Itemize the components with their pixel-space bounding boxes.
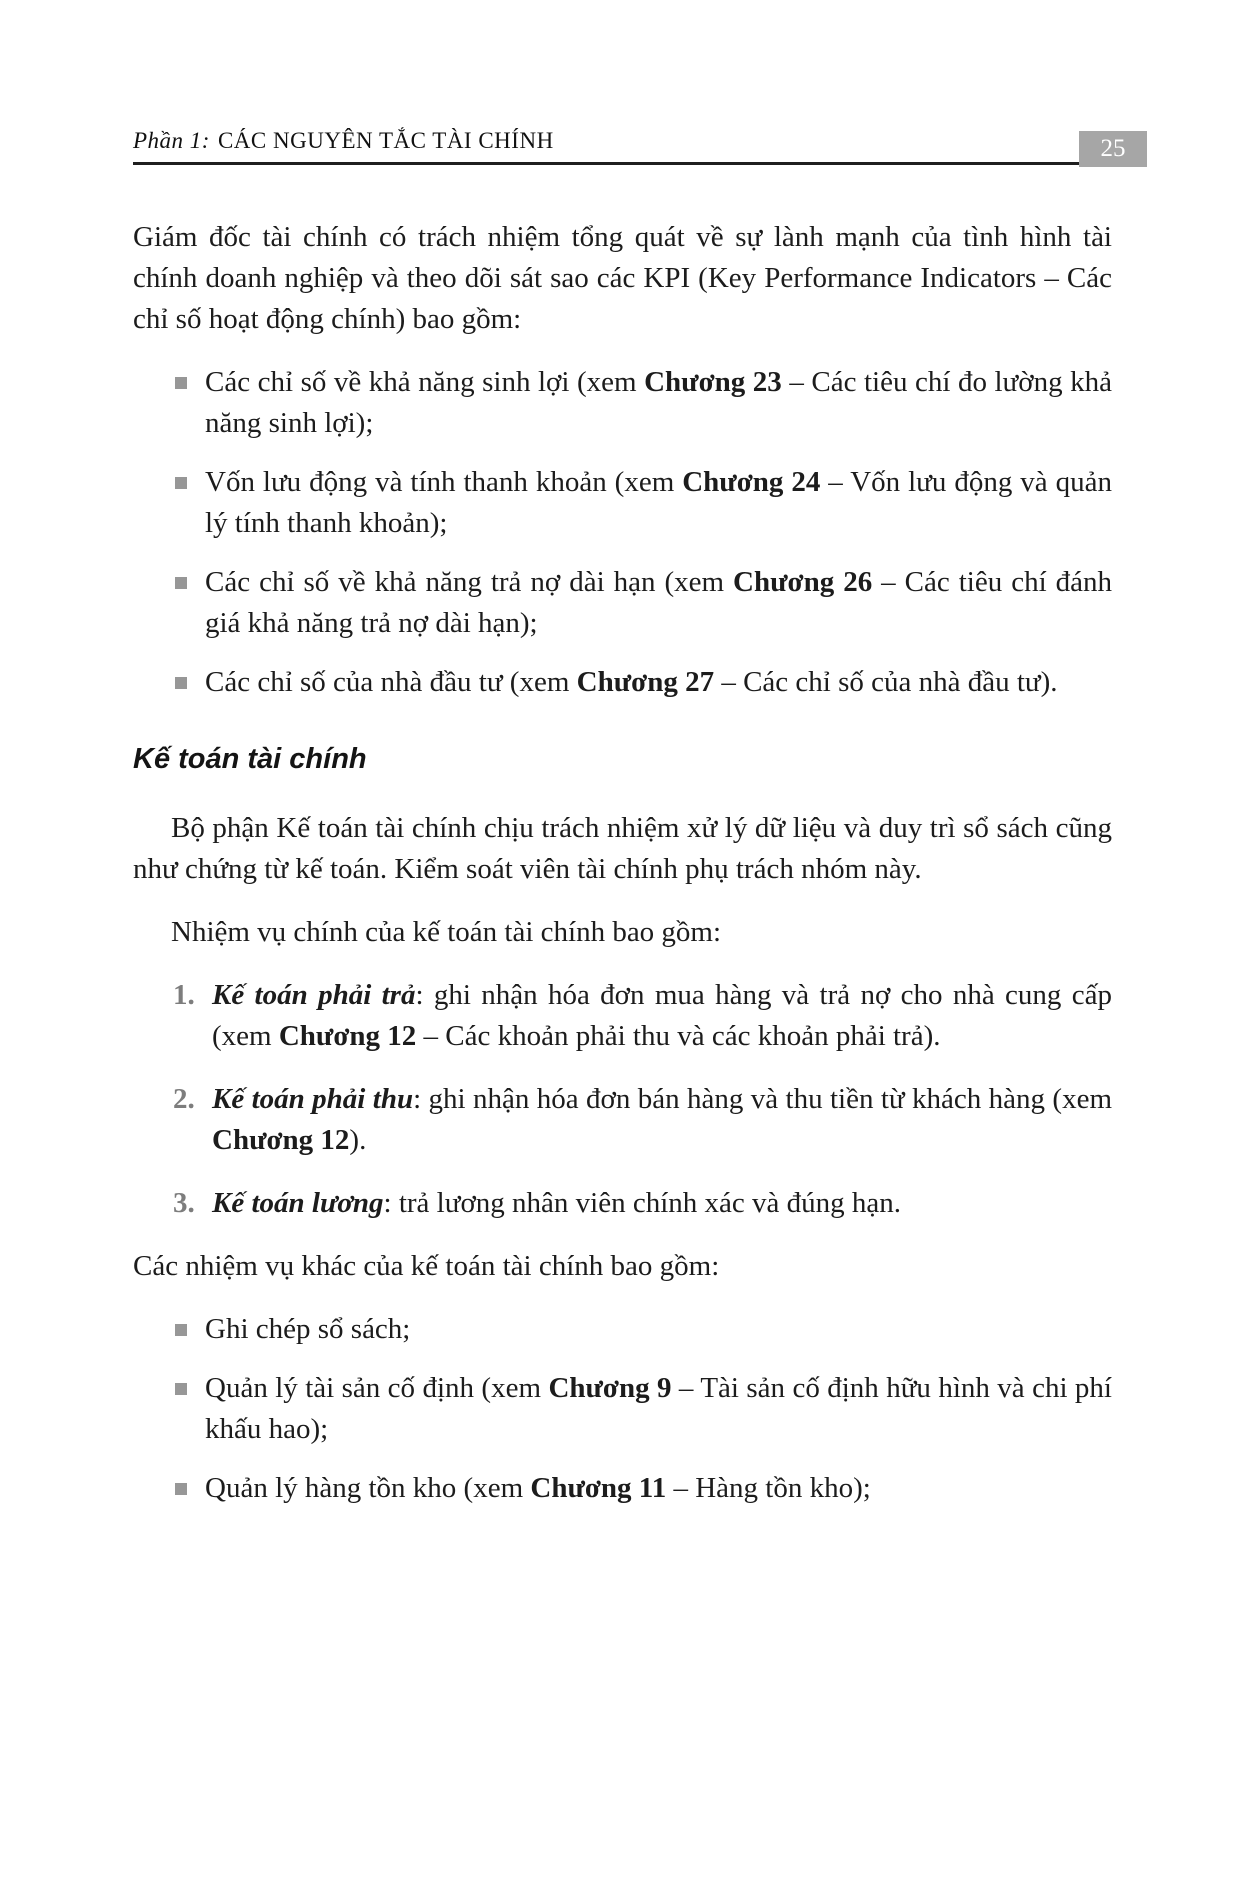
list-item-text: [205, 1468, 1112, 1509]
item-text-post: – Các tiêu chí đo lường khả năng sinh lợi);: [205, 366, 1113, 439]
numbered-item-text: [212, 975, 1112, 1057]
bullet-marker-column: [133, 1468, 205, 1509]
section-heading: Kế toán tài chính: [133, 743, 367, 775]
bullet-marker-column: [133, 562, 205, 644]
chapter-reference: Chương 9: [548, 1372, 672, 1404]
list-item-text: [205, 1368, 1112, 1450]
item-lead-term: Kế toán lương: [212, 1187, 384, 1219]
other-tasks-bullet-list: [133, 1309, 1112, 1509]
page-body: [133, 217, 1112, 1509]
bullet-marker-column: [133, 1368, 205, 1450]
item-text-pre: : ghi nhận hóa đơn bán hàng và thu tiền từ khách hàng (xem: [413, 1083, 1112, 1115]
page-number-badge: 25: [1079, 131, 1147, 167]
list-item-text: [205, 662, 1112, 703]
other-tasks-intro-paragraph: Các nhiệm vụ khác của kế toán tài chính bao gồm:: [133, 1250, 720, 1282]
item-text-pre: Ghi chép sổ sách;: [205, 1313, 411, 1345]
part-label: Phần 1:: [133, 128, 210, 153]
square-bullet-icon: [175, 377, 187, 389]
item-lead-term: Kế toán phải thu: [212, 1083, 414, 1115]
square-bullet-icon: [175, 1483, 187, 1495]
list-item: [133, 662, 1112, 703]
page-header: [133, 128, 1126, 165]
item-text-post: – Các tiêu chí đánh giá khả năng trả nợ dài hạn);: [205, 566, 1112, 639]
tasks-numbered-list: [133, 975, 1112, 1224]
item-text-pre: Các chỉ số về khả năng sinh lợi (xem: [205, 366, 645, 398]
chapter-reference: Chương 23: [644, 366, 782, 398]
item-text-pre: Vốn lưu động và tính thanh khoản (xem: [205, 466, 683, 498]
numbered-item-text: [212, 1079, 1112, 1161]
intro-paragraph: Giám đốc tài chính có trách nhiệm tổng quát về sự lành mạnh của tình hình tài chính doanh nghiệp và theo dõi sát sao các KPI (Key Performance Indicators – Các chỉ số hoạt động chính) bao gồm:: [133, 221, 1112, 335]
item-number: 2.: [173, 1083, 195, 1115]
item-text-pre: Quản lý hàng tồn kho (xem: [205, 1472, 531, 1504]
kpi-bullet-list: [133, 362, 1112, 703]
list-item: [133, 562, 1112, 644]
chapter-reference: Chương 12: [278, 1020, 417, 1052]
item-text-post: – Tài sản cố định hữu hình và chi phí khấu hao);: [205, 1372, 1112, 1445]
bullet-marker-column: [133, 1309, 205, 1350]
list-item-text: [205, 362, 1112, 444]
square-bullet-icon: [175, 477, 187, 489]
item-text-post: – Các khoản phải thu và các khoản phải trả).: [416, 1020, 941, 1052]
item-text-post: – Các chỉ số của nhà đầu tư).: [714, 666, 1058, 698]
item-text-post: – Vốn lưu động và quản lý tính thanh khoản);: [205, 466, 1112, 539]
running-head: [133, 128, 554, 154]
item-lead-term: Kế toán phải trả: [212, 979, 416, 1011]
item-text-pre: Quản lý tài sản cố định (xem: [205, 1372, 549, 1404]
part-title: CÁC NGUYÊN TẮC TÀI CHÍNH: [217, 128, 554, 153]
tasks-intro-paragraph: Nhiệm vụ chính của kế toán tài chính bao gồm:: [171, 916, 722, 948]
item-number: 1.: [173, 979, 195, 1011]
item-text-post: ).: [349, 1124, 367, 1156]
chapter-reference: Chương 11: [530, 1472, 667, 1504]
numbered-item: [133, 1183, 1112, 1224]
item-number: 3.: [173, 1187, 195, 1219]
bullet-marker-column: [133, 462, 205, 544]
list-item-text: [205, 1309, 1112, 1350]
item-text-pre: Các chỉ số của nhà đầu tư (xem: [205, 666, 577, 698]
item-text-pre: Các chỉ số về khả năng trả nợ dài hạn (xem: [205, 566, 734, 598]
chapter-reference: Chương 27: [576, 666, 715, 698]
item-text-pre: : ghi nhận hóa đơn mua hàng và trả nợ cho nhà cung cấp (xem: [212, 979, 1112, 1052]
list-item: [133, 1468, 1112, 1509]
item-text-pre: : trả lương nhân viên chính xác và đúng hạn.: [383, 1187, 901, 1219]
chapter-reference: Chương 24: [682, 466, 821, 498]
list-item: [133, 1309, 1112, 1350]
numbered-item: [133, 975, 1112, 1057]
section-paragraph: Bộ phận Kế toán tài chính chịu trách nhiệm xử lý dữ liệu và duy trì sổ sách cũng như chứng từ kế toán. Kiểm soát viên tài chính phụ trách nhóm này.: [133, 812, 1112, 885]
bullet-marker-column: [133, 362, 205, 444]
list-item-text: [205, 562, 1112, 644]
chapter-reference: Chương 12: [212, 1124, 350, 1156]
chapter-reference: Chương 26: [733, 566, 873, 598]
list-item: [133, 462, 1112, 544]
item-text-post: – Hàng tồn kho);: [666, 1472, 871, 1504]
list-item: [133, 1368, 1112, 1450]
square-bullet-icon: [175, 1383, 187, 1395]
bullet-marker-column: [133, 662, 205, 703]
list-item-text: [205, 462, 1112, 544]
square-bullet-icon: [175, 1324, 187, 1336]
numbered-item-text: [212, 1183, 1112, 1224]
numbered-item: [133, 1079, 1112, 1161]
square-bullet-icon: [175, 577, 187, 589]
list-item: [133, 362, 1112, 444]
square-bullet-icon: [175, 677, 187, 689]
